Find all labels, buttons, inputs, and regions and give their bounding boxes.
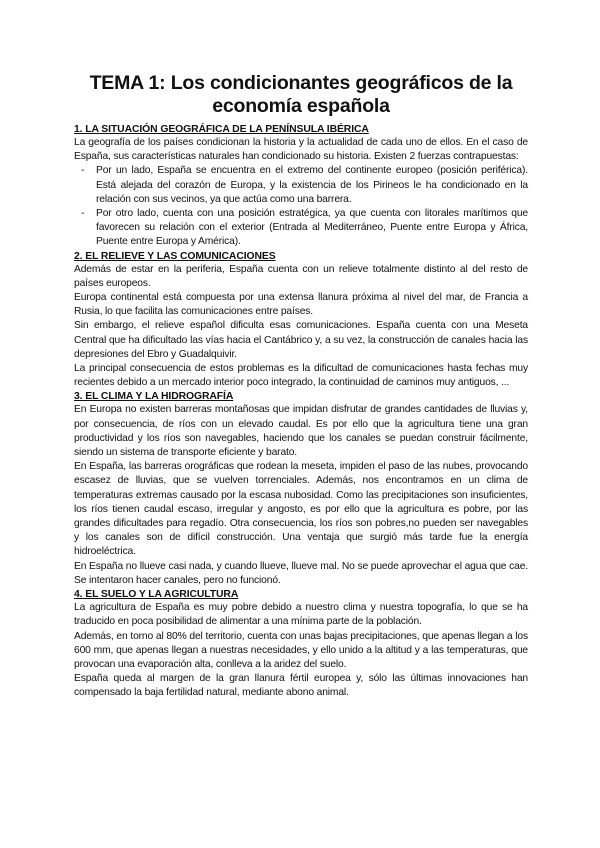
- page-title: TEMA 1: Los condicionantes geográficos de la economía española: [89, 72, 513, 117]
- paragraph: Sin embargo, el relieve español dificulta esas comunicaciones. España cuenta con una Meseta Central que ha dificultado las vías hacia el Cantábrico y, a su vez, la construcción de canales hacia las depresiones del Ebro y Guadalquivir.: [74, 320, 528, 360]
- paragraph: En Europa no existen barreras montañosas que impidan disfrutar de grandes cantidades de lluvias y, por consecuencia, de ríos con un elevado caudal. Es por ello que la agricultura tiene una gran productividad y los ríos son navegables, haciendo que los canales se puedan construir fácilmente, siendo un sistema de transporte eficiente y barato.: [74, 404, 528, 459]
- section-relieve: [74, 250, 528, 391]
- paragraph: España queda al margen de la gran llanura fértil europea y, sólo las últimas innovaciones han compensado la baja fertilidad natural, mediante abono animal.: [74, 673, 528, 699]
- section-clima: [74, 390, 528, 588]
- section-situacion: [74, 123, 528, 250]
- section-suelo: [74, 588, 528, 700]
- document-page: [74, 72, 528, 701]
- section-heading: 2. EL RELIEVE Y LAS COMUNICACIONES: [74, 250, 276, 262]
- paragraph: La geografía de los países condicionan la historia y la actualidad de cada uno de ellos. En el caso de España, sus características naturales han condicionado su historia. Existen 2 fuerzas contrapuestas:: [74, 137, 528, 163]
- paragraph: Europa continental está compuesta por una extensa llanura próxima al nivel del mar, de Francia a Rusia, lo que facilita las comunicaciones entre países.: [74, 292, 528, 318]
- paragraph: La agricultura de España es muy pobre debido a nuestro clima y nuestra topografía, lo que se ha traducido en poca posibilidad de alimentar a una mínima parte de la población.: [74, 602, 528, 628]
- paragraph: En España, las barreras orográficas que rodean la meseta, impiden el paso de las nubes, provocando escasez de lluvias, que se vuelven torrenciales. Además, nos encontramos en un clima de temperaturas extremas causado por la escasa nubosidad. Como las precipitaciones son insuficientes, los ríos tienen caudal escaso, irregular y angosto, es por ello que la agricultura es pobre, por las grandes dificultades para regadío. Otra consecuencia, los ríos son pobres,no pueden ser navegables y los canales son de difícil construcción. Una ventaja que surgió más tarde fue la energía hidroeléctrica.: [74, 461, 528, 558]
- section-heading: 4. EL SUELO Y LA AGRICULTURA: [74, 589, 239, 601]
- list-item: - Por otro lado, cuenta con una posición estratégica, ya que cuenta con litorales marítimos que favorecen su relación con el exterior (Entrada al Mediterráneo, Puente entre Europa y África, Puente entre Europa y América).: [96, 207, 528, 250]
- paragraph: Además de estar en la periferia, España cuenta con un relieve totalmente distinto al del resto de países europeos.: [74, 263, 528, 289]
- paragraph: La principal consecuencia de estos problemas es la dificultad de comunicaciones hasta fechas muy recientes debido a un mercado interior poco integrado, la continuidad de caminos muy antiguos, ...: [74, 363, 528, 389]
- paragraph: En España no llueve casi nada, y cuando llueve, llueve mal. No se puede aprovechar el agua que cae. Se intentaron hacer canales, pero no funcionó.: [74, 560, 528, 586]
- bullet-list: [74, 164, 528, 249]
- section-heading: 1. LA SITUACIÓN GEOGRÁFICA DE LA PENÍNSULA IBÉRICA: [74, 124, 369, 135]
- section-heading: 3. EL CLIMA Y LA HIDROGRAFÍA: [74, 391, 234, 403]
- list-item: - Por un lado, España se encuentra en el extremo del continente europeo (posición periférica). Está alejada del corazón de Europa, y la existencia de los Pirineos le ha condicionado en la relación con sus vecinos, ya que actúa como una barrera.: [96, 164, 528, 207]
- paragraph: Además, en torno al 80% del territorio, cuenta con unas bajas precipitaciones, que apenas llegan a los 600 mm, que apenas llegan a nuestras necesidades, y ello unido a la altitud y a las temperaturas, que provocan una evaporación alta, conlleva a la aridez del suelo.: [74, 630, 528, 670]
